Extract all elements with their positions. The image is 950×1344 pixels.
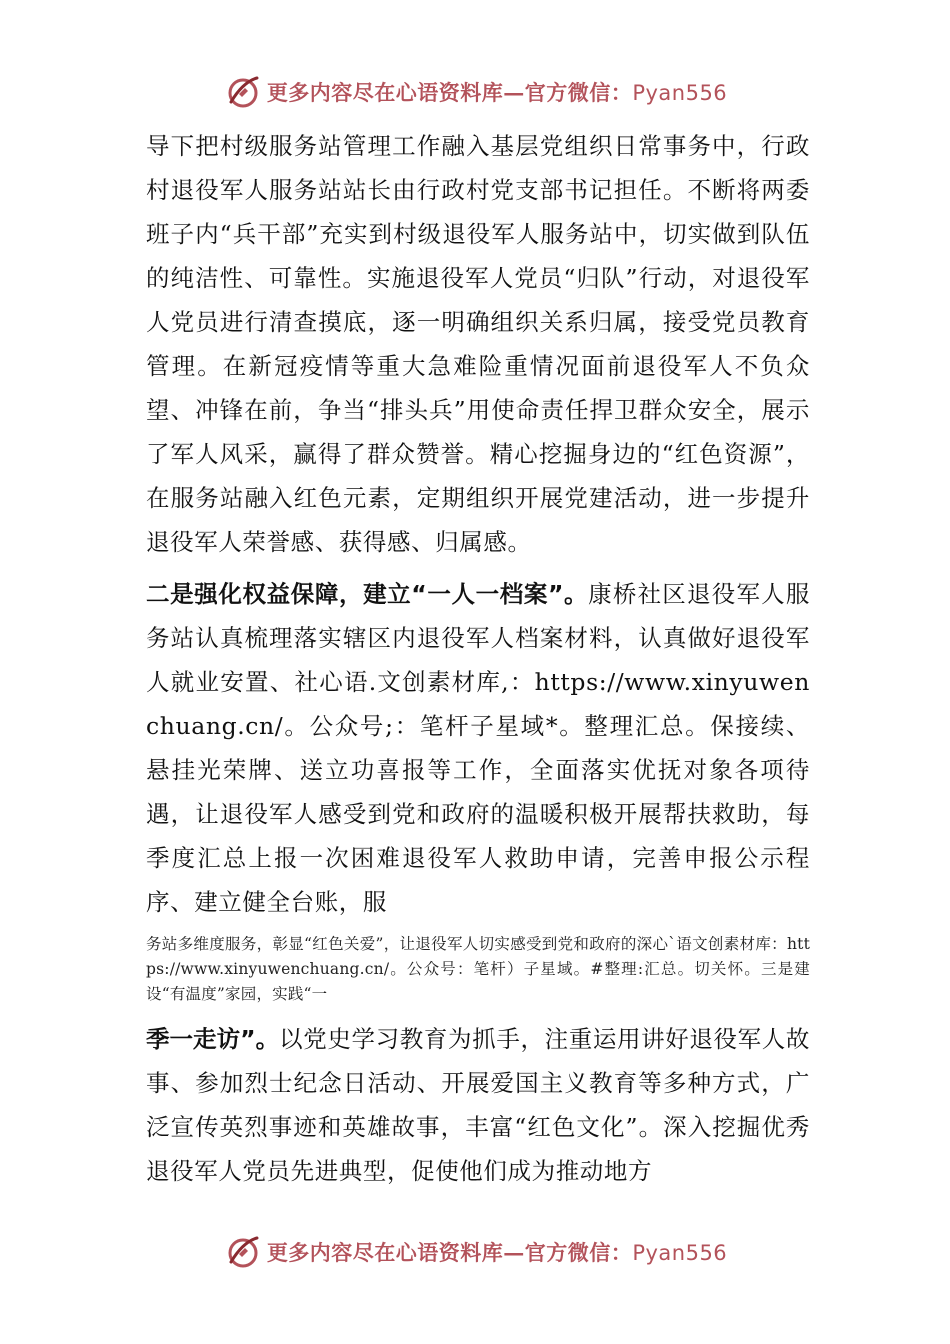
small-print-note: 务站多维度服务，彰显“红色关爱”，让退役军人切实感受到党和政府的深心`语文创素材库：https://www.xinyuwenchuang.cn/。公众号：笔杆）子星域。#整理:汇总。切关怀。三是建设“有温度”家园，实践“一 bbox=[146, 935, 810, 1003]
footer-banner-text: 更多内容尽在心语资料库—官方微信：Pyan556 bbox=[266, 1240, 728, 1265]
paragraph-1: 导下把村级服务站管理工作融入基层党组织日常事务中，行政村退役军人服务站站长由行政村党支部书记担任。不断将两委班子内“兵干部”充实到村级退役军人服务站中，切实做到队伍的纯洁性、可靠性。实施退役军人党员“归队”行动，对退役军人党员进行清查摸底，逐一明确组织关系归属，接受党员教育管理。在新冠疫情等重大急难险重情况面前退役军人不负众望、冲锋在前，争当“排头兵”用使命责任捍卫群众安全，展示了军人风采，赢得了群众赞誉。精心挖掘身边的“红色资源”，在服务站融入红色元素，定期组织开展党建活动，进一步提升退役军人荣誉感、获得感、归属感。 bbox=[146, 132, 810, 556]
document-body bbox=[146, 124, 810, 1193]
paragraph-3-text: 以党史学习教育为抓手，注重运用讲好退役军人故事、参加烈士纪念日活动、开展爱国主义教育等多种方式，广泛宣传英烈事迹和英雄故事，丰富“红色文化”。深入挖掘优秀退役军人党员先进典型，促使他们成为推动地方 bbox=[146, 1025, 810, 1185]
paragraph-2 bbox=[146, 572, 810, 924]
paragraph-3-heading: 季一走访”。 bbox=[146, 1025, 280, 1053]
header-banner-text: 更多内容尽在心语资料库—官方微信：Pyan556 bbox=[266, 80, 728, 105]
logo-icon bbox=[223, 72, 263, 112]
footer-banner bbox=[0, 1230, 950, 1274]
logo-icon bbox=[223, 1232, 263, 1272]
paragraph-2-heading: 二是强化权益保障，建立“一人一档案”。 bbox=[146, 580, 589, 608]
paragraph-2-text: 康桥社区退役军人服务站认真梳理落实辖区内退役军人档案材料，认真做好退役军人就业安置、社心语.文创素材库,：https://www.xinyuwenchuang.cn/。公众号;：笔杆子星域*。整理汇总。保接续、悬挂光荣牌、送立功喜报等工作，全面落实优抚对象各项待遇，让退役军人感受到党和政府的温暖积极开展帮扶救助，每季度汇总上报一次困难退役军人救助申请，完善申报公示程序、建立健全台账，服 bbox=[146, 580, 811, 916]
header-banner bbox=[0, 70, 950, 114]
paragraph-3 bbox=[146, 1017, 810, 1193]
